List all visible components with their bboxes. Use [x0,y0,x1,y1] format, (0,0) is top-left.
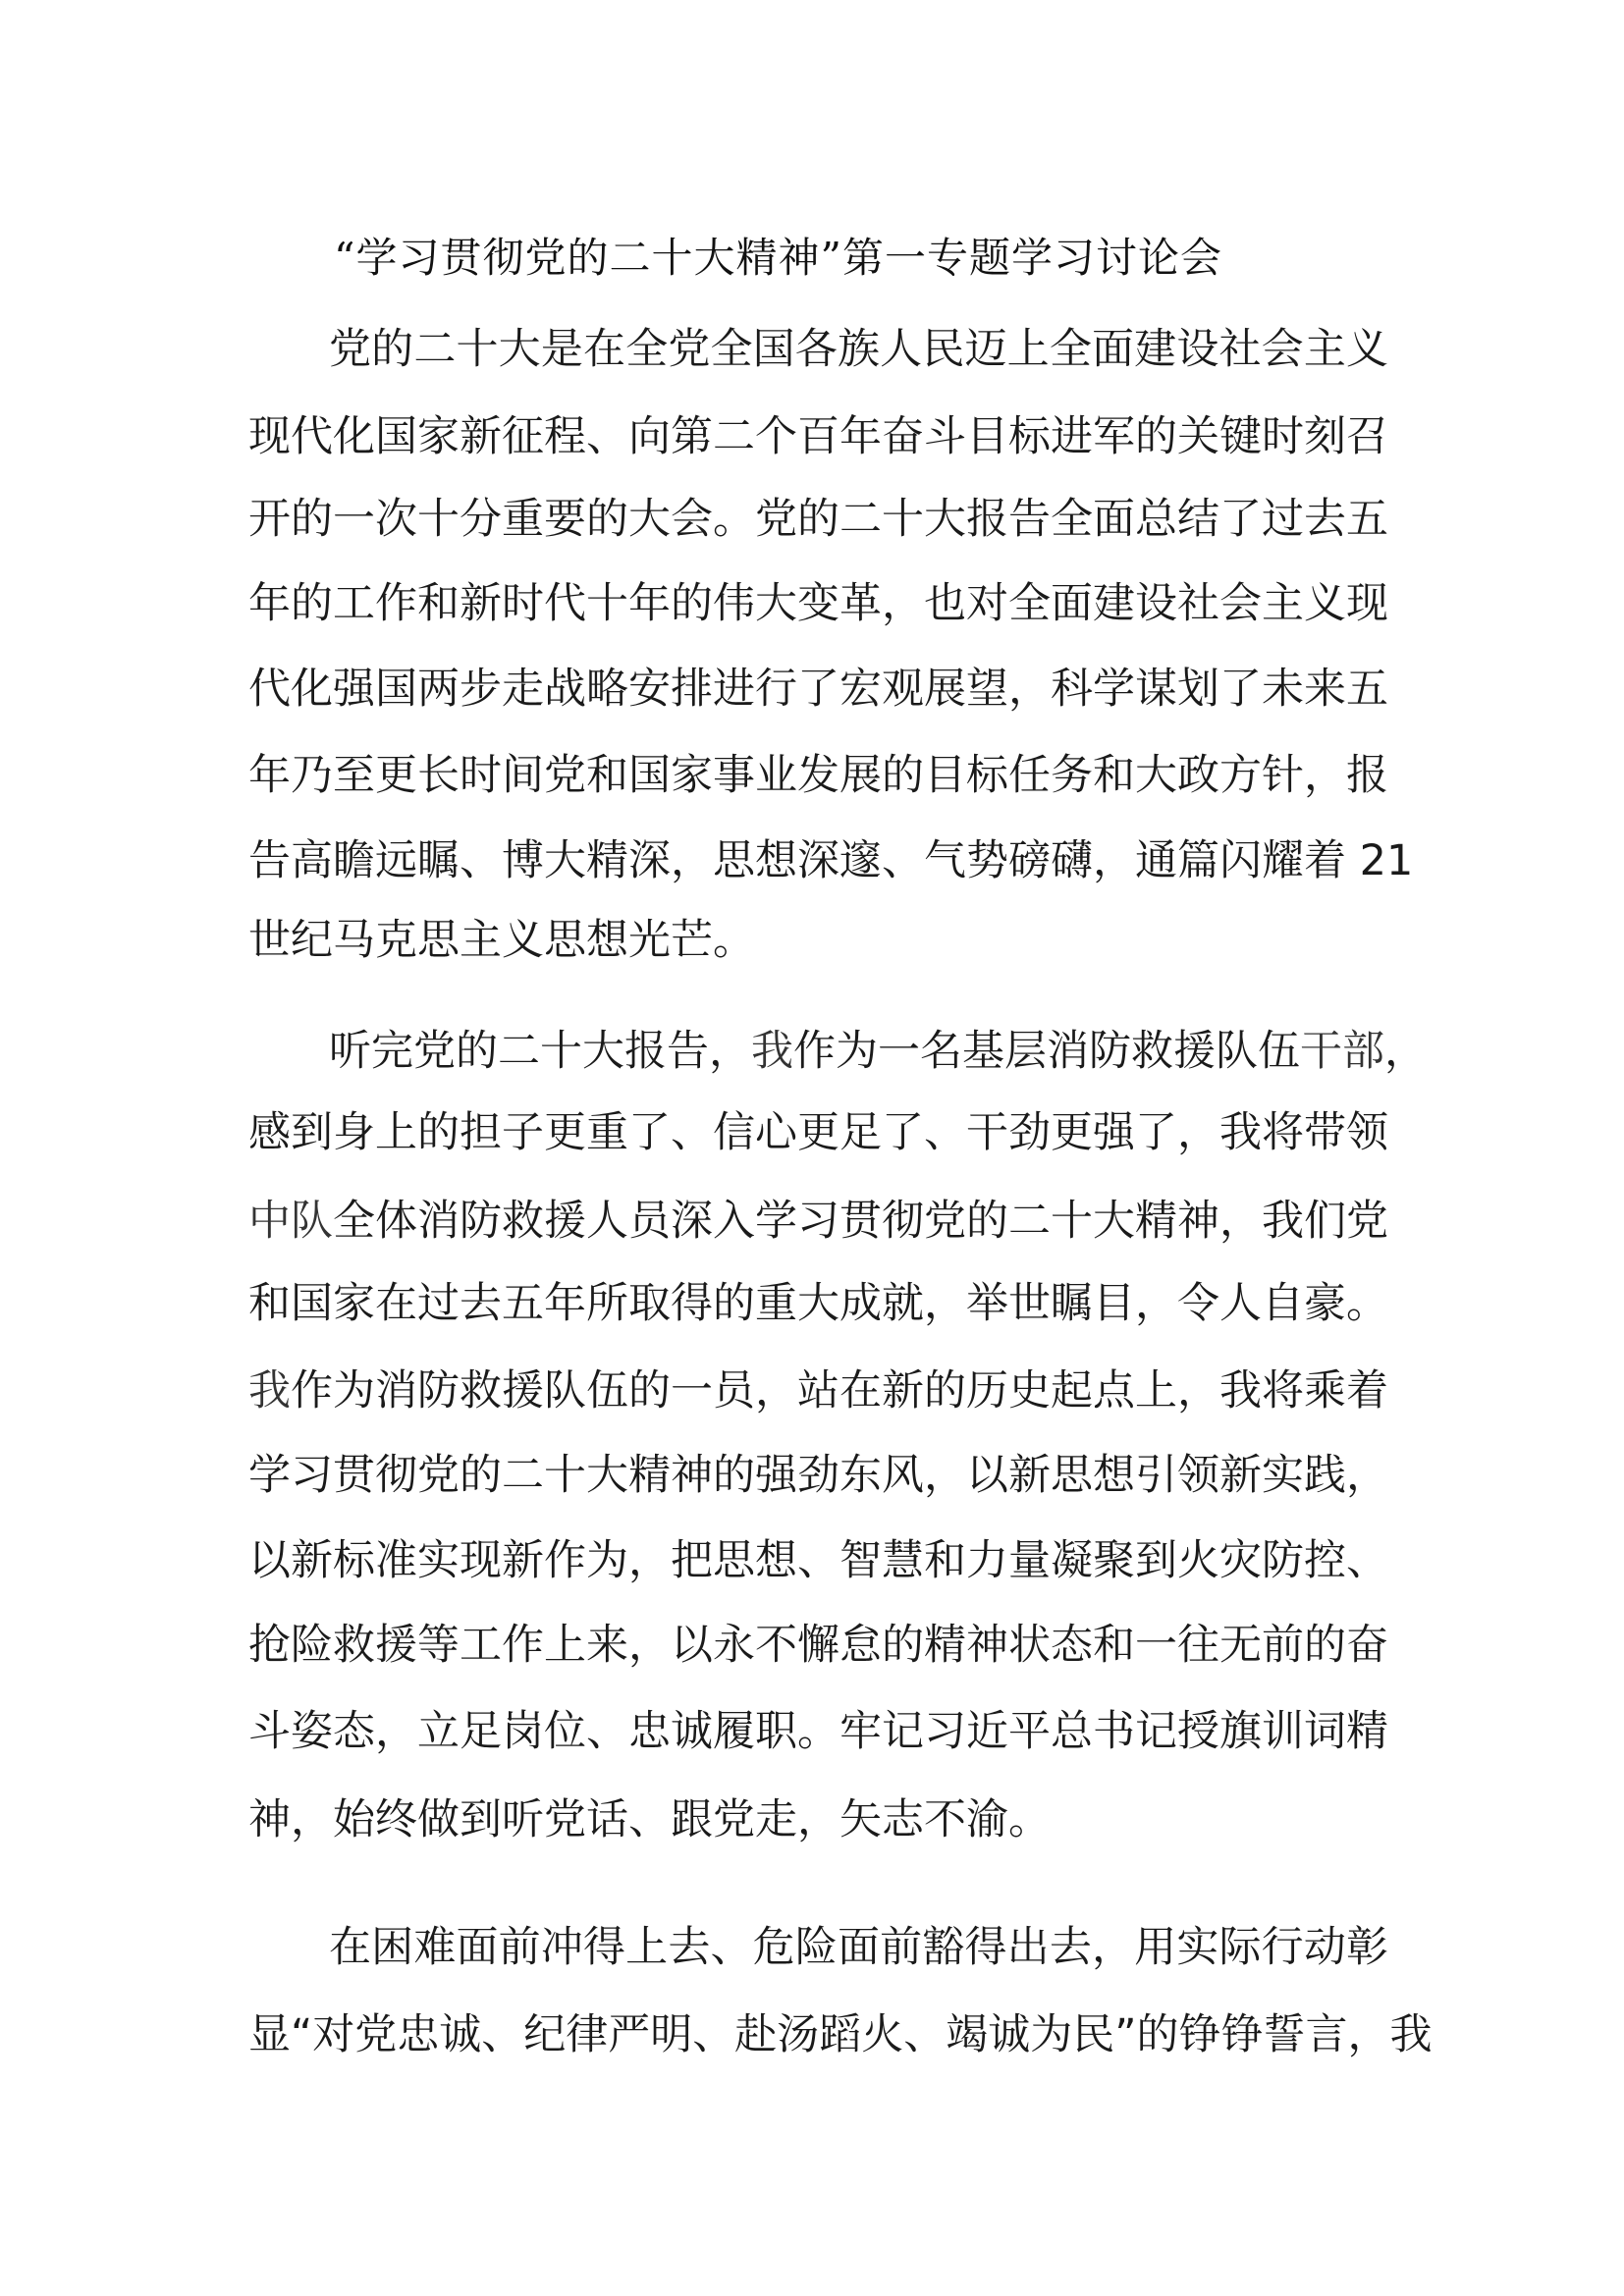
paragraph-line: 神，始终做到听党话、跟党走，矢志不渝。 [248,1795,1051,1844]
line-segment-serif: 中队 [248,1197,333,1246]
line-segment: 作为消防救援队伍的一员，站在新的历史起点上，我将乘着 [291,1366,1388,1415]
paragraph-line: 开的一次十分重要的大会。党的二十大报告全面总结了过去五 [248,495,1388,544]
paragraph-line: 学习贯彻党的二十大精神的强劲东风，以新思想引领新实践， [248,1451,1388,1500]
paragraph-line: 显“对党忠诚、纪律严明、赴汤蹈火、竭诚为民”的铮铮誓言，我 [248,2010,1433,2059]
paragraph-line: 现代化国家新征程、向第二个百年奋斗目标进军的关键时刻召 [248,412,1388,461]
paragraph-line [248,1194,1388,1249]
line-segment-serif: 干部 [1300,1027,1384,1076]
line-segment: 作为一名基层消防救援队伍 [793,1027,1300,1076]
paragraph-line: 年的工作和新时代十年的伟大变革，也对全面建设社会主义现 [248,579,1388,628]
paragraph-line [248,1363,1388,1418]
paragraph-line: 在困难面前冲得上去、危险面前豁得出去，用实际行动彰 [329,1923,1388,1972]
paragraph-line: 告高瞻远瞩、博大精深，思想深邃、气势磅礴，通篇闪耀着 21 [248,836,1414,885]
paragraph-line [329,1024,1427,1079]
paragraph-line: 抢险救援等工作上来，以永不懈怠的精神状态和一往无前的奋 [248,1621,1388,1670]
line-segment: ， [1384,1027,1427,1076]
line-segment-serif: 我 [248,1366,291,1415]
paragraph-line: 世纪马克思主义思想光芒。 [248,916,755,965]
line-segment: 听完党的二十大报告， [329,1027,751,1076]
paragraph-line: 党的二十大是在全党全国各族人民迈上全面建设社会主义 [329,325,1388,374]
paragraph-line: 年乃至更长时间党和国家事业发展的目标任务和大政方针，报 [248,751,1388,800]
line-segment: 全体消防救援人员深入学习贯彻党的二十大精神，我们党 [333,1197,1388,1246]
paragraph-line: 以新标准实现新作为，把思想、智慧和力量凝聚到火灾防控、 [248,1536,1388,1585]
paragraph-line: 斗姿态，立足岗位、忠诚履职。牢记习近平总书记授旗训词精 [248,1707,1388,1756]
paragraph-line: 和国家在过去五年所取得的重大成就，举世瞩目，令人自豪。 [248,1279,1388,1328]
document-title: “学习贯彻党的二十大精神”第一专题学习讨论会 [334,234,1222,282]
paragraph-line: 感到身上的担子更重了、信心更足了、干劲更强了，我将带领 [248,1108,1388,1157]
paragraph-line: 代化强国两步走战略安排进行了宏观展望，科学谋划了未来五 [248,665,1388,714]
line-segment-serif: 我 [751,1027,793,1076]
